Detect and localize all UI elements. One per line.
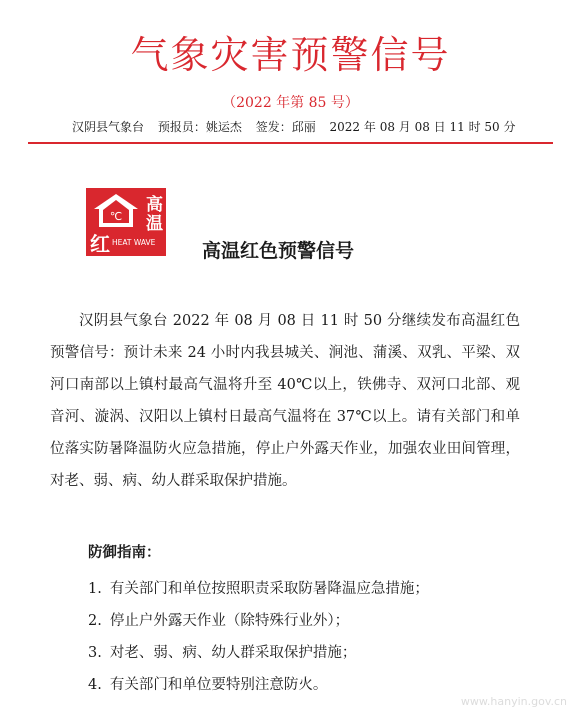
document-title: 气象灾害预警信号 (130, 33, 451, 77)
badge-word-line1: 高 (146, 195, 163, 215)
thermometer-house-icon (90, 191, 142, 229)
warning-body: 汉阴县气象台 2022 年 08 月 08 日 11 时 50 分继续发布高温红色预警信号：预计未来 24 小时内我县城关、涧池、蒲溪、双乳、平梁、双河口南部以上镇村最高气温将升至 40℃以上，铁佛寺、双河口北部、观音河、漩涡、汉阳以上镇村日最高气温将在 37℃以上。请有关部门和单位落实防暑降温防火应急措施，停止户外露天作业，加强农业田间管理，对老、弱、病、幼人群采取保护措施。 (50, 313, 520, 489)
guide-item: 2. 停止户外露天作业（除特殊行业外）； (88, 613, 350, 629)
issue-datetime: 2022 年 08 月 08 日 11 时 50 分 (329, 120, 516, 134)
guide-item: 1. 有关部门和单位按照职责采取防暑降温应急措施； (88, 581, 429, 597)
issuer: 汉阴县气象台 (72, 120, 145, 134)
badge-word-line2: 温 (146, 214, 163, 234)
guide-item: 4. 有关部门和单位要特别注意防火。 (88, 677, 328, 693)
badge-level: 红 (90, 232, 110, 256)
guide-title: 防御指南： (88, 545, 161, 561)
degree-symbol: ℃ (109, 210, 123, 223)
warning-headline: 高温红色预警信号 (202, 240, 355, 262)
badge-english: HEAT WAVE (112, 238, 156, 247)
header-divider (28, 142, 553, 144)
issue-number: （2022 年第 85 号） (222, 95, 359, 111)
heat-wave-red-badge (86, 188, 166, 256)
issue-meta (72, 118, 525, 135)
guide-list (88, 579, 429, 707)
site-watermark: www.hanyin.gov.cn (460, 695, 567, 708)
approver: 签发：邱丽 (255, 120, 316, 134)
forecaster: 预报员：姚运杰 (157, 120, 242, 134)
guide-item: 3. 对老、弱、病、幼人群采取保护措施； (88, 645, 357, 661)
